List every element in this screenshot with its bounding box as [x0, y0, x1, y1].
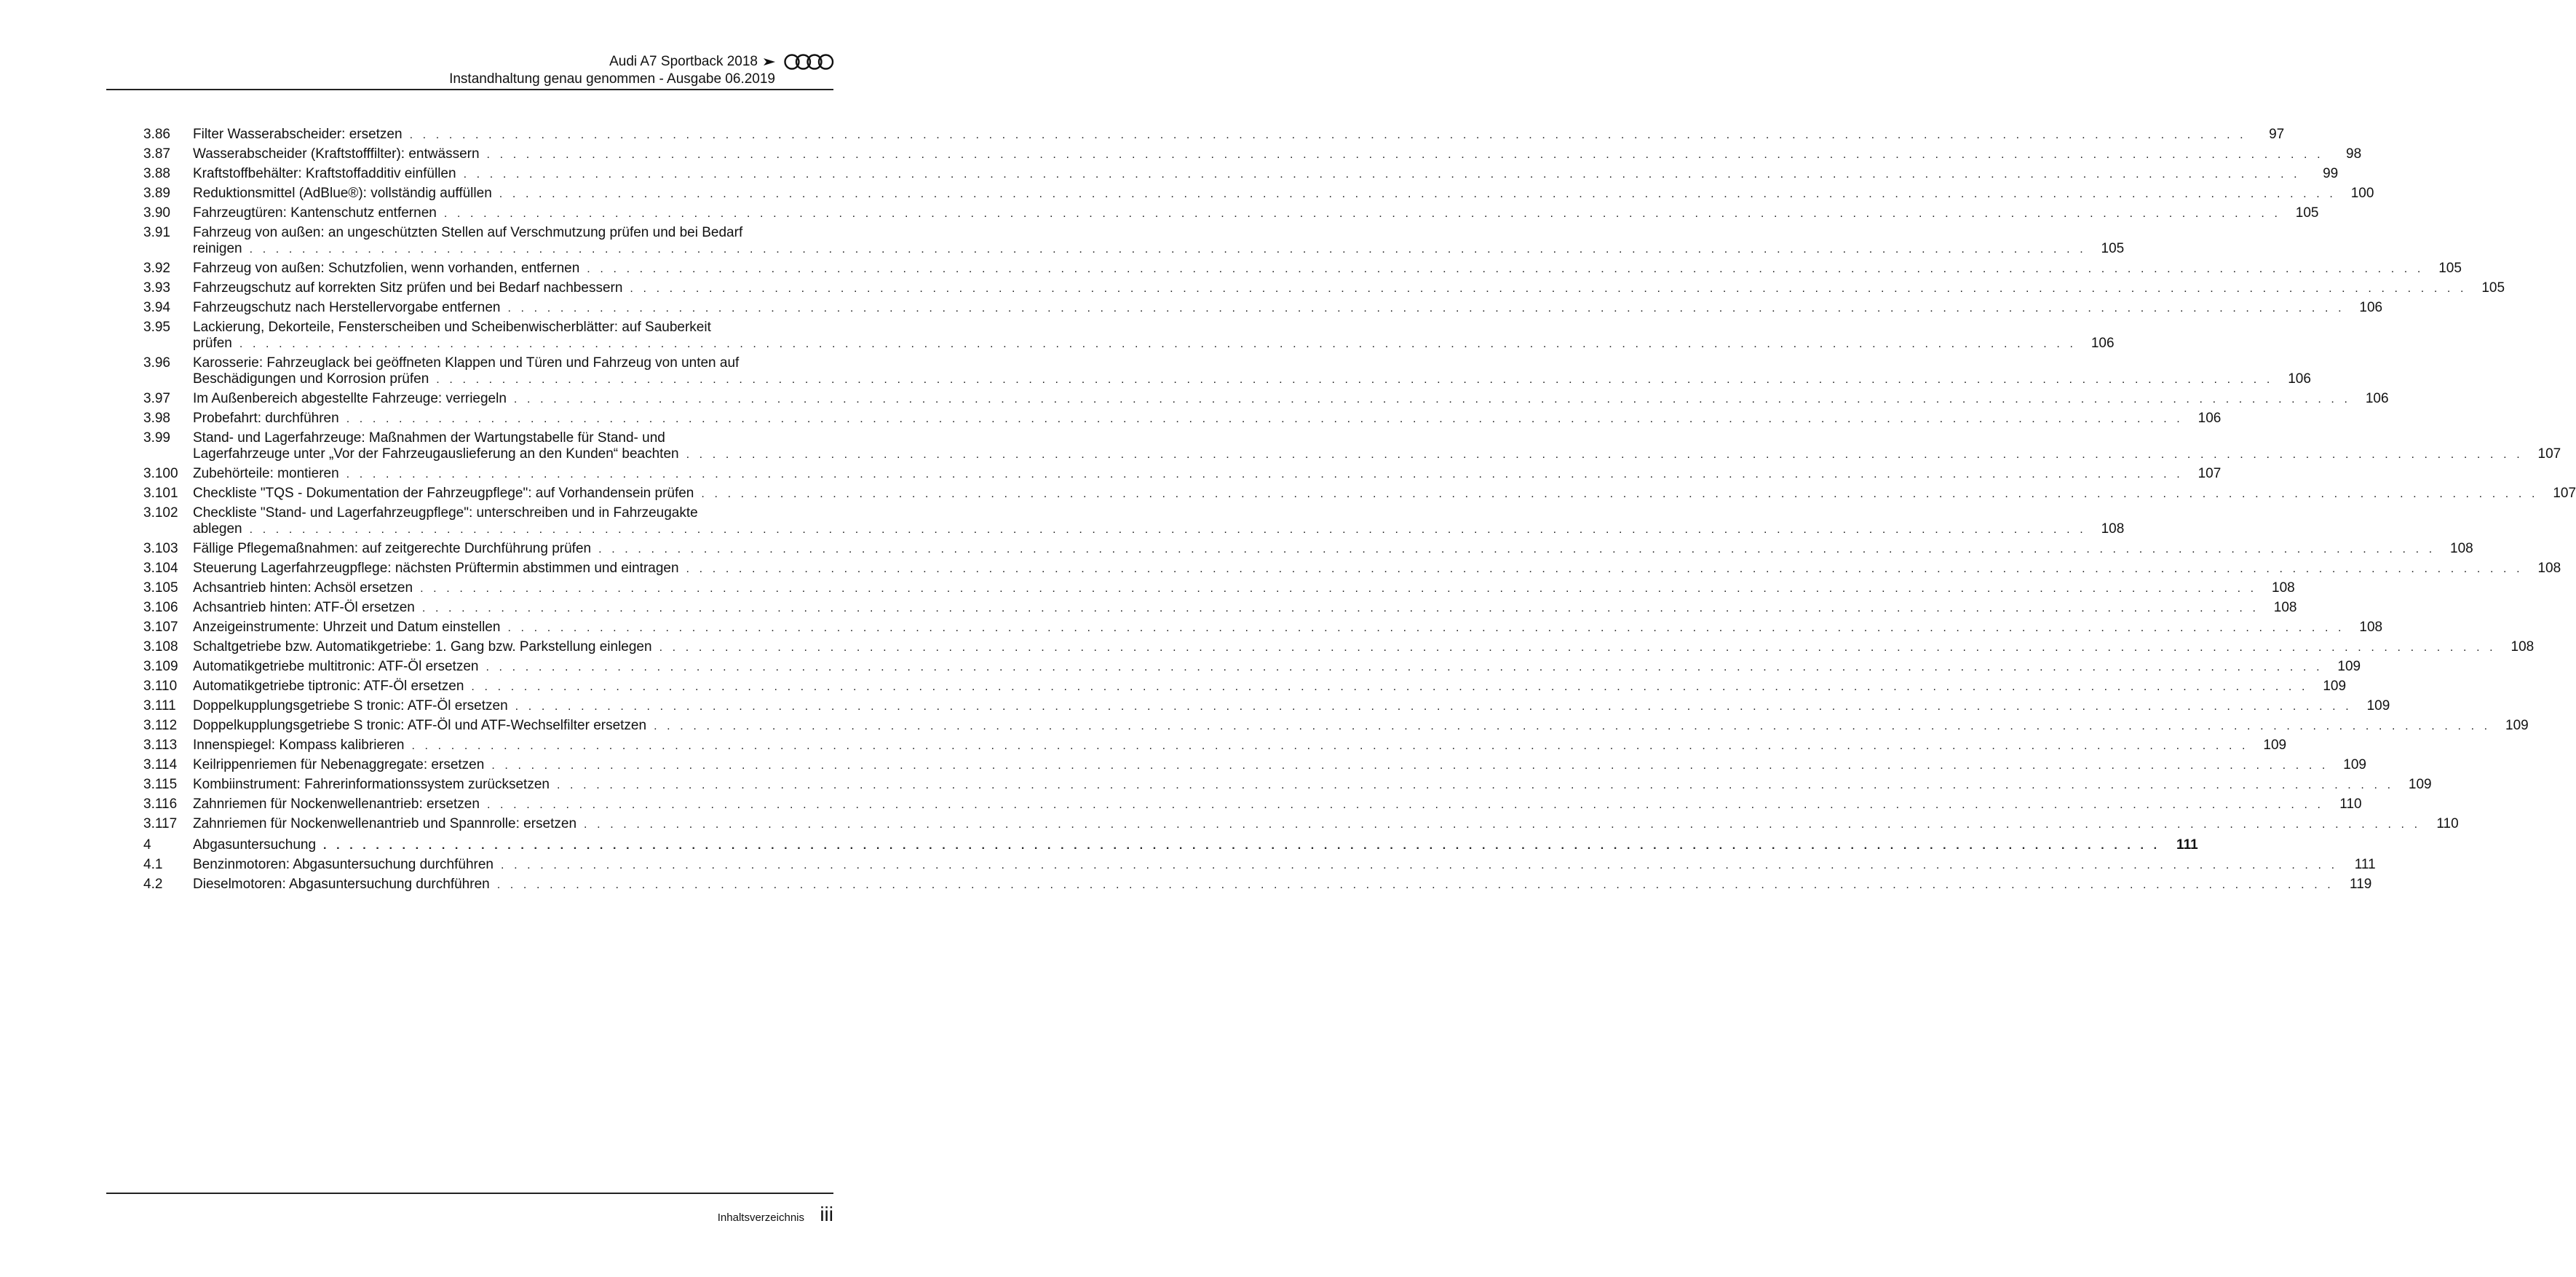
- toc-chapter-entry[interactable]: [143, 837, 2198, 854]
- toc-entry-number: 3.94: [143, 300, 170, 315]
- toc-entry-leader-line: [193, 639, 2534, 656]
- toc-entry-leader-line: [193, 127, 2284, 143]
- toc-entry-body: [193, 639, 2534, 656]
- toc-entry-page: 119: [2350, 877, 2372, 892]
- toc-entry-body: [193, 486, 2576, 502]
- toc-entry-title-line: Probefahrt: durchführen: [193, 411, 339, 426]
- toc-entry-title-line: Benzinmotoren: Abgasuntersuchung durchführen: [193, 857, 494, 872]
- toc-entry-page: 111: [2176, 837, 2198, 853]
- toc-entry-number: 3.112: [143, 718, 178, 733]
- toc-entry-body: [193, 580, 2295, 597]
- toc-entry-number: 3.89: [143, 186, 170, 201]
- toc-entry[interactable]: [143, 659, 2361, 676]
- dot-leader: . . . . . . . . . . . . . . . . . . . . . . . . . . . . . . . . . . . . . . . . . . . . . . . . . . . . . . . . . . . . . . . . . . . . . . . . . . . . . . . . . . . . . . . . . . . . . . . . . . . . . . . . . . . . . . . . . . . . . . . . . . . . . . . . . . . . . . . . . . . .: [654, 720, 2491, 732]
- dot-leader: . . . . . . . . . . . . . . . . . . . . . . . . . . . . . . . . . . . . . . . . . . . . . . . . . . . . . . . . . . . . . . . . . . . . . . . . . . . . . . . . . . . . . . . . . . . . . . . . . . . . . . . . . . . . . . . . . . . . . . . . . . . . . . . . . . . . . . . . . . . .: [421, 602, 2259, 614]
- toc-entry-title-line: Automatikgetriebe multitronic: ATF-Öl ersetzen: [193, 659, 479, 674]
- toc-entry-page: 111: [2354, 857, 2376, 872]
- toc-entry-page: 108: [2450, 541, 2473, 556]
- toc-entry-number: 4: [143, 837, 151, 853]
- toc-entry[interactable]: [143, 146, 2362, 163]
- toc-entry-body: [193, 718, 2529, 735]
- toc-entry-page: 109: [2408, 777, 2432, 792]
- header-divider: [106, 89, 833, 90]
- dot-leader: . . . . . . . . . . . . . . . . . . . . . . . . . . . . . . . . . . . . . . . . . . . . . . . . . . . . . . . . . . . . . . . . . . . . . . . . . . . . . . . . . . . . . . . . . . . . . . . . . . . . . . . . . . . . . . . . . . . . . . . . . . . . . . . . . . . . . . . . . . . .: [584, 818, 2421, 831]
- toc-entry-page: 109: [2343, 757, 2366, 772]
- toc-entry-number: 3.101: [143, 486, 178, 501]
- toc-entry-leader-line: [193, 261, 2462, 277]
- dot-leader: . . . . . . . . . . . . . . . . . . . . . . . . . . . . . . . . . . . . . . . . . . . . . . . . . . . . . . . . . . . . . . . . . . . . . . . . . . . . . . . . . . . . . . . . . . . . . . . . . . . . . . . . . . . . . . . . . . . . . . . . . . . . . . . . . . . . . . . . . . . .: [499, 188, 2337, 200]
- toc-entry-body: [193, 146, 2361, 163]
- toc-entry-page: 108: [2537, 561, 2561, 576]
- toc-entry[interactable]: [143, 757, 2366, 774]
- toc-entry[interactable]: [143, 466, 2222, 483]
- toc-entry-leader-line: [193, 796, 2362, 813]
- toc-entry-number: 3.87: [143, 146, 170, 162]
- toc-entry-body: [193, 186, 2374, 202]
- header-title-row: [609, 52, 833, 71]
- toc-entry-title-line: Karosserie: Fahrzeuglack bei geöffneten Klappen und Türen und Fahrzeug von unten auf: [193, 355, 740, 371]
- toc-entry-number: 3.99: [143, 430, 170, 446]
- toc-entry[interactable]: [143, 505, 2125, 538]
- toc-entry-body: [193, 261, 2462, 277]
- toc-entry-page: 106: [2359, 300, 2383, 315]
- toc-entry-page: 109: [2263, 738, 2287, 753]
- toc-entry-title-line: Anzeigeinstrumente: Uhrzeit und Datum einstellen: [193, 620, 501, 635]
- toc-entry-number: 3.116: [143, 796, 178, 812]
- toc-entry[interactable]: [143, 541, 2473, 558]
- toc-entry-page: 110: [2436, 816, 2459, 831]
- dot-leader: . . . . . . . . . . . . . . . . . . . . . . . . . . . . . . . . . . . . . . . . . . . . . . . . . . . . . . . . . . . . . . . . . . . . . . . . . . . . . . . . . . . . . . . . . . . . . . . . . . . . . . . . . . . . . . . . . . . . . . . . . . . . . . . . . . . . . . . . . . . .: [346, 468, 2184, 481]
- toc-entry-leader-line: [193, 241, 2124, 258]
- dot-leader: . . . . . . . . . . . . . . . . . . . . . . . . . . . . . . . . . . . . . . . . . . . . . . . . . . . . . . . . . . . . . . . . . . . . . . . . . . . . . . . . . . . . . . . . . . . . . . . . . . . . . . . . . . . . . . . . . . . . . . . . . . . . . . . . . . . . . . . . . . . .: [486, 661, 2323, 673]
- toc-entry-title-line: Checkliste "Stand- und Lagerfahrzeugpflege": unterschreiben und in Fahrzeugakte: [193, 505, 698, 521]
- toc-entry-body: [193, 430, 2561, 463]
- toc-entry-title-line: reinigen: [193, 241, 242, 256]
- toc-entry[interactable]: [143, 580, 2295, 597]
- toc-entry-leader-line: [193, 561, 2561, 577]
- toc-entry-title-line: Beschädigungen und Korrosion prüfen: [193, 371, 429, 387]
- toc-entry[interactable]: [143, 639, 2535, 656]
- toc-entry-body: [193, 225, 2124, 258]
- toc-entry-number: 3.98: [143, 411, 170, 426]
- toc-entry-title-line: Abgasuntersuchung: [193, 837, 317, 853]
- toc-entry-title-line: prüfen: [193, 336, 232, 351]
- toc-entry-title-line: Doppelkupplungsgetriebe S tronic: ATF-Öl und ATF-Wechselfilter ersetzen: [193, 718, 647, 733]
- toc-entry-body: [193, 857, 2376, 874]
- toc-entry-title-line: Im Außenbereich abgestellte Fahrzeuge: verriegeln: [193, 391, 507, 406]
- toc-entry-number: 4.2: [143, 877, 163, 892]
- toc-entry[interactable]: [143, 261, 2462, 277]
- toc-entry[interactable]: [143, 486, 2576, 502]
- page-footer: [106, 1193, 833, 1225]
- table-of-contents: [143, 127, 2576, 896]
- dot-leader: . . . . . . . . . . . . . . . . . . . . . . . . . . . . . . . . . . . . . . . . . . . . . . . . . . . . . . . . . . . . . . . . . . . . . . . . . . . . . . . . . . . . . . . . . . . . . . . . . . . . . . . . . . . . . . . . . . . . . . . . . . . . . . . . . . . . . . . . . . . .: [491, 759, 2329, 772]
- toc-entry-number: 3.104: [143, 561, 178, 576]
- dot-leader: . . . . . . . . . . . . . . . . . . . . . . . . . . . . . . . . . . . . . . . . . . . . . . . . . . . . . . . . . . . . . . . . . . . . . . . . . . . . . . . . . . . . . . . . . . . . . . . . . . . . . . . . . . . . . . . . . . . . . . . . . . . . . . . . . . . . . . . . . . . .: [420, 582, 2257, 595]
- dot-leader: . . . . . . . . . . . . . . . . . . . . . . . . . . . . . . . . . . . . . . . . . . . . . . . . . . . . . . . . . . . . . . . . . . . . . . . . . . . . . . . . . . . . . . . . . . . . . . . . . . . . . . . . . . . . . . . . . . . . . . . . . . . . . . . . . . . . . . . . . . . .: [686, 448, 2524, 461]
- toc-entry-body: [193, 391, 2389, 408]
- dot-leader: . . . . . . . . . . . . . . . . . . . . . . . . . . . . . . . . . . . . . . . . . . . . . . . . . . . . . . . . . . . . . . . . . . . . . . . . . . . . . . . . . . . . . . . . . . . . . . . . . . . . . . . . . . . . . . . . . . . . . . . . . . . . . . . . . . . . . . . . . . . .: [686, 563, 2524, 575]
- toc-entry-number: 3.93: [143, 280, 170, 296]
- toc-entry-number: 3.108: [143, 639, 178, 655]
- toc-entry-body: [193, 320, 2115, 352]
- toc-entry-title-line: Stand- und Lagerfahrzeuge: Maßnahmen der Wartungstabelle für Stand- und: [193, 430, 665, 446]
- toc-entry-title-line: Doppelkupplungsgetriebe S tronic: ATF-Öl ersetzen: [193, 698, 508, 713]
- dot-leader: . . . . . . . . . . . . . . . . . . . . . . . . . . . . . . . . . . . . . . . . . . . . . . . . . . . . . . . . . . . . . . . . . . . . . . . . . . . . . . . . . . . . . . . . . . . . . . . . . . . . . . . . . . . . . . . . . . . . . . . . . . . . . . . . . . . . . . . . . . . .: [496, 879, 2334, 891]
- toc-entry-number: 3.115: [143, 777, 178, 792]
- toc-entry-title-line: Automatikgetriebe tiptronic: ATF-Öl ersetzen: [193, 679, 464, 694]
- toc-entry-page: 106: [2288, 371, 2311, 387]
- toc-entry-page: 105: [2481, 280, 2505, 296]
- toc-entry-body: [193, 679, 2346, 695]
- toc-entry-page: 105: [2101, 241, 2125, 256]
- dot-leader: . . . . . . . . . . . . . . . . . . . . . . . . . . . . . . . . . . . . . . . . . . . . . . . . . . . . . . . . . . . . . . . . . . . . . . . . . . . . . . . . . . . . . . . . . . . . . . . . . . . . . . . . . . . . . . . . . . . . . . . . . . . . . . . . . . . . . . . . . . . .: [411, 740, 2249, 752]
- toc-entry-leader-line: [193, 816, 2459, 833]
- toc-entry[interactable]: [143, 430, 2561, 463]
- dot-leader: . . . . . . . . . . . . . . . . . . . . . . . . . . . . . . . . . . . . . . . . . . . . . . . . . . . . . . . . . . . . . . . . . . . . . . . . . . . . . . . . . . . . . . . . . . . . . . . . . . . . . . . . . . . . . . . . . . . . . . . . . . . . . . . . . . . . . . . . . . . .: [463, 168, 2301, 181]
- toc-entry-page: 106: [2197, 411, 2222, 426]
- toc-entry-body: [193, 505, 2124, 538]
- toc-entry-body: [193, 355, 2311, 388]
- toc-entry[interactable]: [143, 620, 2383, 636]
- toc-entry-number: 3.91: [143, 225, 170, 240]
- toc-entry-page: 108: [2273, 600, 2297, 615]
- toc-entry[interactable]: [143, 411, 2222, 427]
- toc-entry-number: 3.97: [143, 391, 170, 406]
- toc-entry[interactable]: [143, 186, 2374, 202]
- toc-entry-page: 98: [2346, 146, 2362, 162]
- toc-entry-title-line: Zubehörteile: montieren: [193, 466, 339, 481]
- toc-entry-number: 3.90: [143, 205, 170, 221]
- toc-entry[interactable]: [143, 166, 2339, 183]
- footer-divider: [106, 1193, 833, 1194]
- toc-entry-title-line: Schaltgetriebe bzw. Automatikgetriebe: 1. Gang bzw. Parkstellung einlegen: [193, 639, 652, 655]
- dot-leader: . . . . . . . . . . . . . . . . . . . . . . . . . . . . . . . . . . . . . . . . . . . . . . . . . . . . . . . . . . . . . . . . . . . . . . . . . . . . . . . . . . . . . . . . . . . . . . . . . . . . . . . . . . . . . . . . . . . . . . . . . . . . . . . . . . . . . . . . . . . .: [409, 129, 2247, 141]
- dot-leader: . . . . . . . . . . . . . . . . . . . . . . . . . . . . . . . . . . . . . . . . . . . . . . . . . . . . . . . . . . . . . . . . . . . . . . . . . . . . . . . . . . . . . . . . . . . . . . . . . . . . . . . . . . . . . . . . . . . . . . . . . . . . . . . . . . . . . . . . . . . .: [507, 622, 2345, 634]
- toc-entry-number: 3.100: [143, 466, 178, 481]
- toc-entry[interactable]: [143, 205, 2319, 222]
- dot-leader: . . . . . . . . . . . . . . . . . . . . . . . . . . . . . . . . . . . . . . . . . . . . . . . . . . . . . . . . . . . . . . . . . . . . . . . . . . . . . . . . . . . . . . . . . . . . . . . . . . . . . . . . . . . . . . . . . . . . . . . . . . . . . . . . . . . . . . . . . . . .: [443, 207, 2281, 220]
- toc-entry-leader-line: [193, 580, 2295, 597]
- toc-entry[interactable]: [143, 300, 2383, 317]
- toc-entry-page: 99: [2323, 166, 2339, 181]
- toc-entry-number: 4.1: [143, 857, 163, 872]
- toc-entry-leader-line: [193, 280, 2505, 297]
- toc-entry-page: 107: [2537, 446, 2561, 462]
- dot-leader: . . . . . . . . . . . . . . . . . . . . . . . . . . . . . . . . . . . . . . . . . . . . . . . . . . . . . . . . . . . . . . . . . . . . . . . . . . . . . . . . . . . . . . . . . . . . . . . . . . . . . . . . . . . . . . . . . . . . . . . . . . . . . . . . . . . . . . . . . . . .: [471, 681, 2309, 693]
- toc-entry-leader-line: [193, 877, 2371, 893]
- toc-entry-title-line: Fahrzeug von außen: Schutzfolien, wenn vorhanden, entfernen: [193, 261, 580, 276]
- document-title: Audi A7 Sportback 2018: [609, 54, 758, 69]
- toc-entry[interactable]: [143, 738, 2287, 754]
- toc-entry-body: [193, 738, 2286, 754]
- toc-entry-title-line: Achsantrieb hinten: Achsöl ersetzen: [193, 580, 413, 596]
- toc-entry-body: [193, 698, 2390, 715]
- toc-entry-leader-line: [193, 698, 2390, 715]
- toc-entry-leader-line: [193, 757, 2366, 774]
- dot-leader: . . . . . . . . . . . . . . . . . . . . . . . . . . . . . . . . . . . . . . . . . . . . . . . . . . . . . . . . . . . . . . . . . . . . . . . . . . . . . . . . . . . . . . . . . . . . . . . . . . . . . . . . . . . . . . . . . . . . . . . . . . . . . . . . . . . . . . . . . . . .: [323, 839, 2160, 852]
- toc-entry-page: 109: [2323, 679, 2347, 694]
- toc-entry-number: 3.105: [143, 580, 178, 596]
- toc-entry[interactable]: [143, 280, 2505, 297]
- audi-rings-icon: [784, 52, 833, 71]
- toc-entry-page: 109: [2505, 718, 2529, 733]
- toc-entry-body: [193, 280, 2505, 297]
- toc-entry[interactable]: [143, 877, 2372, 893]
- toc-entry[interactable]: [143, 857, 2376, 874]
- toc-entry-body: [193, 166, 2338, 183]
- toc-entry-body: [193, 757, 2366, 774]
- toc-entry-leader-line: [193, 777, 2432, 794]
- dot-leader: . . . . . . . . . . . . . . . . . . . . . . . . . . . . . . . . . . . . . . . . . . . . . . . . . . . . . . . . . . . . . . . . . . . . . . . . . . . . . . . . . . . . . . . . . . . . . . . . . . . . . . . . . . . . . . . . . . . . . . . . . . . . . . . . . . . . . . . . . . . .: [501, 859, 2338, 871]
- toc-entry-leader-line: [193, 446, 2561, 463]
- toc-entry-title-line: Fahrzeugtüren: Kantenschutz entfernen: [193, 205, 437, 221]
- toc-entry-leader-line: [193, 205, 2318, 222]
- dot-leader: . . . . . . . . . . . . . . . . . . . . . . . . . . . . . . . . . . . . . . . . . . . . . . . . . . . . . . . . . . . . . . . . . . . . . . . . . . . . . . . . . . . . . . . . . . . . . . . . . . . . . . . . . . . . . . . . . . . . . . . . . . . . . . . . . . . . . . . . . . . .: [587, 263, 2424, 275]
- toc-entry-page: 108: [2272, 580, 2295, 596]
- footer-page-number: iii: [820, 1203, 833, 1225]
- toc-entry-title-line: Fahrzeugschutz nach Herstellervorgabe entfernen: [193, 300, 501, 315]
- toc-entry-leader-line: [193, 679, 2346, 695]
- toc-entry-page: 105: [2438, 261, 2462, 276]
- toc-entry-body: [193, 659, 2361, 676]
- dot-leader: . . . . . . . . . . . . . . . . . . . . . . . . . . . . . . . . . . . . . . . . . . . . . . . . . . . . . . . . . . . . . . . . . . . . . . . . . . . . . . . . . . . . . . . . . . . . . . . . . . . . . . . . . . . . . . . . . . . . . . . . . . . . . . . . . . . . . . . . . . . .: [346, 413, 2184, 425]
- toc-entry[interactable]: [143, 600, 2297, 617]
- toc-entry-leader-line: [193, 466, 2221, 483]
- toc-entry-leader-line: [193, 371, 2311, 388]
- toc-entry-number: 3.110: [143, 679, 178, 694]
- toc-entry-leader-line: [193, 620, 2382, 636]
- toc-entry-body: [193, 877, 2371, 893]
- toc-entry-number: 3.95: [143, 320, 170, 335]
- toc-entry[interactable]: [143, 391, 2389, 408]
- toc-entry-number: 3.109: [143, 659, 178, 674]
- toc-entry-body: [193, 816, 2459, 833]
- toc-entry-page: 109: [2337, 659, 2361, 674]
- toc-entry-title-line: Innenspiegel: Kompass kalibrieren: [193, 738, 405, 753]
- dot-leader: . . . . . . . . . . . . . . . . . . . . . . . . . . . . . . . . . . . . . . . . . . . . . . . . . . . . . . . . . . . . . . . . . . . . . . . . . . . . . . . . . . . . . . . . . . . . . . . . . . . . . . . . . . . . . . . . . . . . . . . . . . . . . . . . . . . . . . . . . . . .: [249, 523, 2087, 536]
- toc-entry-number: 3.113: [143, 738, 178, 753]
- toc-entry-body: [193, 466, 2221, 483]
- document-subtitle: Instandhaltung genau genommen - Ausgabe 06.2019: [449, 71, 775, 87]
- toc-entry-number: 3.103: [143, 541, 178, 556]
- toc-entry-leader-line: [193, 857, 2376, 874]
- toc-entry-number: 3.107: [143, 620, 178, 635]
- toc-entry-leader-line: [193, 391, 2389, 408]
- toc-entry[interactable]: [143, 698, 2390, 715]
- toc-entry-leader-line: [193, 541, 2473, 558]
- toc-entry-number: 3.117: [143, 816, 178, 831]
- toc-entry-title-line: Zahnriemen für Nockenwellenantrieb und Spannrolle: ersetzen: [193, 816, 577, 831]
- toc-entry-leader-line: [193, 411, 2221, 427]
- toc-entry-leader-line: [193, 336, 2115, 352]
- dot-leader: . . . . . . . . . . . . . . . . . . . . . . . . . . . . . . . . . . . . . . . . . . . . . . . . . . . . . . . . . . . . . . . . . . . . . . . . . . . . . . . . . . . . . . . . . . . . . . . . . . . . . . . . . . . . . . . . . . . . . . . . . . . . . . . . . . . . . . . . . . . .: [486, 799, 2324, 811]
- toc-entry-body: [193, 600, 2297, 617]
- toc-entry[interactable]: [143, 355, 2311, 388]
- dot-leader: . . . . . . . . . . . . . . . . . . . . . . . . . . . . . . . . . . . . . . . . . . . . . . . . . . . . . . . . . . . . . . . . . . . . . . . . . . . . . . . . . . . . . . . . . . . . . . . . . . . . . . . . . . . . . . . . . . . . . . . . . . . . . . . . . . . . . . . . . . . .: [239, 338, 2077, 350]
- dot-leader: . . . . . . . . . . . . . . . . . . . . . . . . . . . . . . . . . . . . . . . . . . . . . . . . . . . . . . . . . . . . . . . . . . . . . . . . . . . . . . . . . . . . . . . . . . . . . . . . . . . . . . . . . . . . . . . . . . . . . . . . . . . . . . . . . . . . . . . . . . . .: [598, 543, 2436, 556]
- toc-entry-title-line: Zahnriemen für Nockenwellenantrieb: ersetzen: [193, 796, 480, 812]
- toc-entry-body: [193, 127, 2284, 143]
- toc-entry-leader-line: [193, 166, 2338, 183]
- toc-entry-leader-line: [193, 486, 2576, 502]
- arrow-right-icon: [764, 57, 775, 67]
- toc-entry-page: 100: [2350, 186, 2374, 201]
- toc-entry-number: 3.111: [143, 698, 176, 713]
- toc-entry-number: 3.86: [143, 127, 170, 142]
- footer-section-label: Inhaltsverzeichnis: [717, 1211, 804, 1224]
- toc-entry-number: 3.92: [143, 261, 170, 276]
- toc-entry[interactable]: [143, 561, 2561, 577]
- toc-entry-leader-line: [193, 738, 2286, 754]
- toc-entry-page: 106: [2365, 391, 2389, 406]
- toc-entry-leader-line: [193, 521, 2124, 538]
- dot-leader: . . . . . . . . . . . . . . . . . . . . . . . . . . . . . . . . . . . . . . . . . . . . . . . . . . . . . . . . . . . . . . . . . . . . . . . . . . . . . . . . . . . . . . . . . . . . . . . . . . . . . . . . . . . . . . . . . . . . . . . . . . . . . . . . . . . . . . . . . . . .: [436, 373, 2273, 386]
- toc-entry-leader-line: [193, 186, 2374, 202]
- toc-entry-title-line: Wasserabscheider (Kraftstofffilter): entwässern: [193, 146, 480, 162]
- toc-entry-body: [193, 561, 2561, 577]
- toc-entry-title-line: ablegen: [193, 521, 242, 537]
- toc-entry-body: [193, 837, 2198, 854]
- toc-entry[interactable]: [143, 796, 2362, 813]
- dot-leader: . . . . . . . . . . . . . . . . . . . . . . . . . . . . . . . . . . . . . . . . . . . . . . . . . . . . . . . . . . . . . . . . . . . . . . . . . . . . . . . . . . . . . . . . . . . . . . . . . . . . . . . . . . . . . . . . . . . . . . . . . . . . . . . . . . . . . . . . . . . .: [556, 779, 2394, 791]
- toc-entry-title-line: Checkliste "TQS - Dokumentation der Fahrzeugpflege": auf Vorhandensein prüfen: [193, 486, 694, 501]
- toc-entry[interactable]: [143, 127, 2285, 143]
- page-header: [106, 52, 833, 89]
- toc-entry-number: 3.88: [143, 166, 170, 181]
- toc-entry-page: 108: [2101, 521, 2125, 537]
- toc-entry-title-line: Steuerung Lagerfahrzeugpflege: nächsten Prüftermin abstimmen und eintragen: [193, 561, 679, 576]
- toc-entry-page: 108: [2510, 639, 2535, 655]
- toc-entry-page: 97: [2269, 127, 2285, 142]
- toc-entry-leader-line: [193, 659, 2361, 676]
- toc-entry-page: 105: [2295, 205, 2319, 221]
- toc-entry-page: 109: [2366, 698, 2390, 713]
- toc-entry-title-line: Fällige Pflegemaßnahmen: auf zeitgerechte Durchführung prüfen: [193, 541, 592, 556]
- toc-entry-body: [193, 796, 2362, 813]
- toc-entry-title-line: Reduktionsmittel (AdBlue®): vollständig auffüllen: [193, 186, 492, 201]
- toc-entry-body: [193, 541, 2473, 558]
- toc-entry-title-line: Kraftstoffbehälter: Kraftstoffadditiv einfüllen: [193, 166, 456, 181]
- toc-entry-number: 3.96: [143, 355, 170, 371]
- toc-entry[interactable]: [143, 679, 2347, 695]
- dot-leader: . . . . . . . . . . . . . . . . . . . . . . . . . . . . . . . . . . . . . . . . . . . . . . . . . . . . . . . . . . . . . . . . . . . . . . . . . . . . . . . . . . . . . . . . . . . . . . . . . . . . . . . . . . . . . . . . . . . . . . . . . . . . . . . . . . . . . . . . . . . .: [630, 282, 2468, 295]
- toc-entry-title-line: Achsantrieb hinten: ATF-Öl ersetzen: [193, 600, 415, 615]
- toc-entry-leader-line: [193, 600, 2297, 617]
- toc-entry-body: [193, 205, 2318, 222]
- toc-entry-body: [193, 777, 2432, 794]
- dot-leader: . . . . . . . . . . . . . . . . . . . . . . . . . . . . . . . . . . . . . . . . . . . . . . . . . . . . . . . . . . . . . . . . . . . . . . . . . . . . . . . . . . . . . . . . . . . . . . . . . . . . . . . . . . . . . . . . . . . . . . . . . . . . . . . . . . . . . . . . . . . .: [486, 149, 2324, 161]
- dot-leader: . . . . . . . . . . . . . . . . . . . . . . . . . . . . . . . . . . . . . . . . . . . . . . . . . . . . . . . . . . . . . . . . . . . . . . . . . . . . . . . . . . . . . . . . . . . . . . . . . . . . . . . . . . . . . . . . . . . . . . . . . . . . . . . . . . . . . . . . . . . .: [701, 488, 2539, 500]
- dot-leader: . . . . . . . . . . . . . . . . . . . . . . . . . . . . . . . . . . . . . . . . . . . . . . . . . . . . . . . . . . . . . . . . . . . . . . . . . . . . . . . . . . . . . . . . . . . . . . . . . . . . . . . . . . . . . . . . . . . . . . . . . . . . . . . . . . . . . . . . . . . .: [513, 393, 2351, 406]
- toc-entry-title-line: Filter Wasserabscheider: ersetzen: [193, 127, 403, 142]
- dot-leader: . . . . . . . . . . . . . . . . . . . . . . . . . . . . . . . . . . . . . . . . . . . . . . . . . . . . . . . . . . . . . . . . . . . . . . . . . . . . . . . . . . . . . . . . . . . . . . . . . . . . . . . . . . . . . . . . . . . . . . . . . . . . . . . . . . . . . . . . . . . .: [507, 302, 2345, 315]
- toc-entry-title-line: Fahrzeug von außen: an ungeschützten Stellen auf Verschmutzung prüfen und bei Bedarf: [193, 225, 743, 240]
- toc-entry-body: [193, 300, 2382, 317]
- toc-entry-leader-line: [193, 837, 2198, 854]
- toc-entry-title-line: Dieselmotoren: Abgasuntersuchung durchführen: [193, 877, 490, 892]
- toc-entry-leader-line: [193, 146, 2361, 163]
- dot-leader: . . . . . . . . . . . . . . . . . . . . . . . . . . . . . . . . . . . . . . . . . . . . . . . . . . . . . . . . . . . . . . . . . . . . . . . . . . . . . . . . . . . . . . . . . . . . . . . . . . . . . . . . . . . . . . . . . . . . . . . . . . . . . . . . . . . . . . . . . . . .: [659, 641, 2497, 654]
- toc-entry-number: 3.114: [143, 757, 178, 772]
- toc-entry-page: 107: [2197, 466, 2222, 481]
- toc-entry-number: 3.106: [143, 600, 178, 615]
- toc-entry-leader-line: [193, 300, 2382, 317]
- toc-entry[interactable]: [143, 816, 2459, 833]
- toc-entry[interactable]: [143, 225, 2125, 258]
- toc-entry-title-line: Kombiinstrument: Fahrerinformationssystem zurücksetzen: [193, 777, 550, 792]
- toc-entry-number: 3.102: [143, 505, 178, 521]
- toc-entry-page: 110: [2339, 796, 2362, 812]
- toc-entry-title-line: Keilrippenriemen für Nebenaggregate: ersetzen: [193, 757, 485, 772]
- toc-entry-body: [193, 411, 2221, 427]
- dot-leader: . . . . . . . . . . . . . . . . . . . . . . . . . . . . . . . . . . . . . . . . . . . . . . . . . . . . . . . . . . . . . . . . . . . . . . . . . . . . . . . . . . . . . . . . . . . . . . . . . . . . . . . . . . . . . . . . . . . . . . . . . . . . . . . . . . . . . . . . . . . .: [515, 700, 2353, 713]
- toc-entry-title-line: Fahrzeugschutz auf korrekten Sitz prüfen und bei Bedarf nachbessern: [193, 280, 623, 296]
- toc-entry-page: 106: [2090, 336, 2115, 351]
- toc-entry-page: 107: [2553, 486, 2576, 501]
- toc-entry-leader-line: [193, 718, 2529, 735]
- toc-entry[interactable]: [143, 718, 2529, 735]
- toc-entry[interactable]: [143, 777, 2432, 794]
- dot-leader: . . . . . . . . . . . . . . . . . . . . . . . . . . . . . . . . . . . . . . . . . . . . . . . . . . . . . . . . . . . . . . . . . . . . . . . . . . . . . . . . . . . . . . . . . . . . . . . . . . . . . . . . . . . . . . . . . . . . . . . . . . . . . . . . . . . . . . . . . . . .: [249, 243, 2087, 256]
- toc-entry-body: [193, 620, 2382, 636]
- toc-entry[interactable]: [143, 320, 2115, 352]
- toc-entry-page: 108: [2359, 620, 2383, 635]
- toc-entry-title-line: Lagerfahrzeuge unter „Vor der Fahrzeugauslieferung an den Kunden“ beachten: [193, 446, 679, 462]
- toc-entry-title-line: Lackierung, Dekorteile, Fensterscheiben und Scheibenwischerblätter: auf Sauberkeit: [193, 320, 711, 335]
